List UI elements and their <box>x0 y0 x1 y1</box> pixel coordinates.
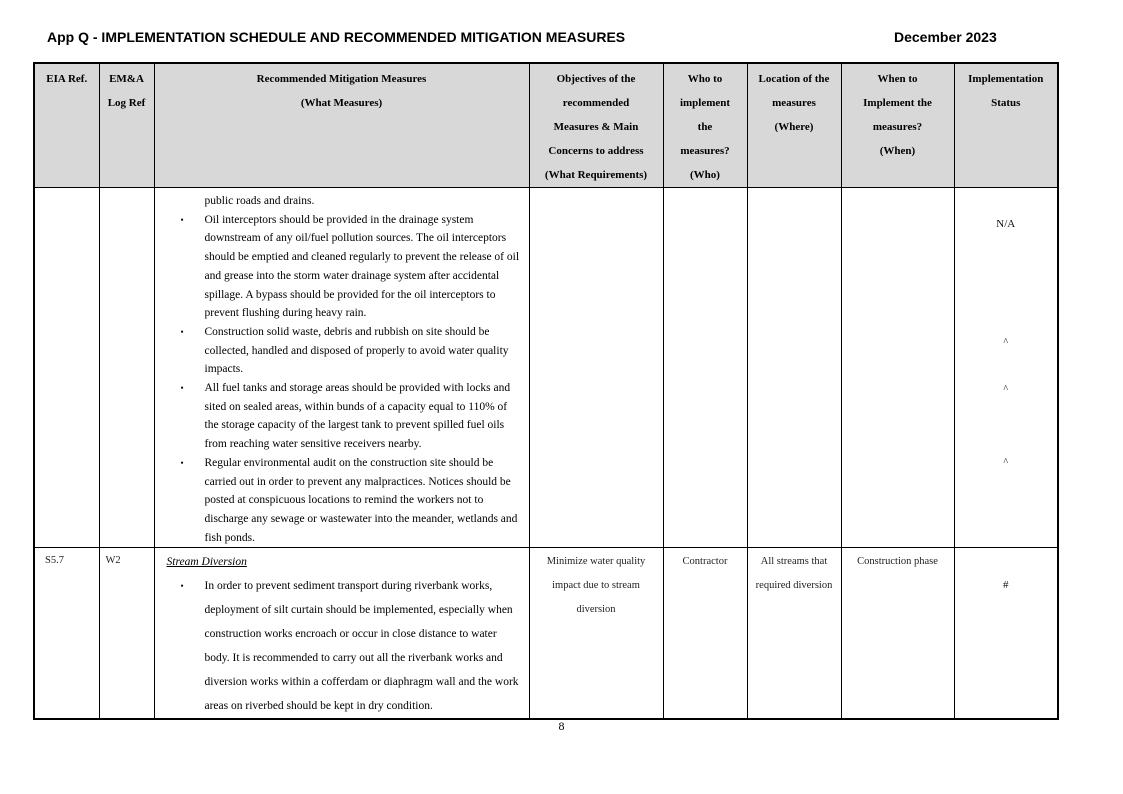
table-row <box>34 188 1058 548</box>
header-line: measures? <box>872 121 923 133</box>
cell-who <box>663 188 747 548</box>
document-title: App Q - IMPLEMENTATION SCHEDULE AND RECOMMENDED MITIGATION MEASURES <box>47 29 626 45</box>
header-line: implement <box>679 97 731 109</box>
measure-bullet: • Construction solid waste, debris and rubbish on site should be collected, handled and disposed of properly to avoid water quality impacts. <box>155 323 524 379</box>
header-line: Objectives of the <box>556 73 636 85</box>
header-line: Who to <box>687 73 723 85</box>
header-line: the <box>697 121 713 133</box>
col-header-eia-ref <box>34 63 99 188</box>
header-line: (Who) <box>690 169 720 181</box>
measure-heading: Stream Diversion <box>166 556 247 569</box>
col-header-location <box>747 63 841 188</box>
cell-location: All streams that required diversion <box>747 548 841 720</box>
header-line: Recommended Mitigation Measures <box>256 73 427 85</box>
status-mark: ^ <box>1003 384 1009 395</box>
header-line: Concerns to address <box>548 145 644 157</box>
cell-ema-log-ref: W2 <box>99 548 154 720</box>
header-line: When to <box>877 73 918 85</box>
cell-when <box>841 188 954 548</box>
implementation-schedule-table <box>33 62 1059 720</box>
cell-eia-ref: S5.7 <box>34 548 99 720</box>
status-mark: ^ <box>1003 457 1009 468</box>
measure-bullet: • In order to prevent sediment transport during riverbank works, deployment of silt curtain should be implemented, especially when construction works encroach or occur in close distance to water body. It is recommended to carry out all the riverbank works and diversion works within a cofferdam or diaphragm wall and the work areas on riverbed should be kept in dry condition. <box>155 574 524 718</box>
cell-who: Contractor <box>663 548 747 720</box>
status-mark: N/A <box>996 218 1016 230</box>
measure-bullet: • Regular environmental audit on the construction site should be carried out in order to prevent any malpractices. Notices should be posted at conspicuous locations to remind the workers not to discharge any sewage or wastewater into the meander, wetlands and fish ponds. <box>155 454 524 548</box>
cell-when: Construction phase <box>841 548 954 720</box>
cell-objectives <box>529 188 663 548</box>
document-date: December 2023 <box>894 29 997 45</box>
header-line: Status <box>991 97 1021 109</box>
header-line: Implementation <box>968 73 1044 85</box>
header-line: (When) <box>879 145 916 157</box>
cell-eia-ref <box>34 188 99 548</box>
cell-objectives: Minimize water quality impact due to stream diversion <box>529 548 663 720</box>
cell-ema-log-ref <box>99 188 154 548</box>
header-line: (What Requirements) <box>544 169 648 181</box>
header-line: (What Measures) <box>300 97 383 109</box>
header-line: (Where) <box>774 121 814 133</box>
table-row <box>34 548 1058 720</box>
cell-mitigation-measures <box>154 548 529 720</box>
header-line: Location of the <box>758 73 830 85</box>
col-header-when <box>841 63 954 188</box>
header-line: EIA Ref. <box>46 73 88 85</box>
header-line: Log Ref <box>107 97 146 109</box>
cell-implementation-status <box>954 548 1058 720</box>
cell-mitigation-measures <box>154 188 529 548</box>
header-line: measures? <box>680 145 730 157</box>
status-mark: # <box>1003 579 1009 592</box>
header-line: Implement the <box>863 97 932 109</box>
table-header-row <box>34 63 1058 188</box>
col-header-who <box>663 63 747 188</box>
page-number: 8 <box>558 719 565 733</box>
header-line: Measures & Main <box>553 121 639 133</box>
cell-implementation-status <box>954 188 1058 548</box>
col-header-recommended-measures <box>154 63 529 188</box>
status-mark: ^ <box>1003 337 1009 348</box>
col-header-objectives <box>529 63 663 188</box>
header-line: EM&A <box>109 73 144 85</box>
col-header-ema-log-ref <box>99 63 154 188</box>
measure-bullet: • All fuel tanks and storage areas should be provided with locks and sited on sealed areas, within bunds of a capacity equal to 110% of the storage capacity of the largest tank to prevent spilled fuel oils from reaching water sensitive receivers nearby. <box>155 379 524 454</box>
col-header-implementation-status <box>954 63 1058 188</box>
header-line: recommended <box>562 97 630 109</box>
measure-bullet: • Oil interceptors should be provided in the drainage system downstream of any oil/fuel pollution sources. The oil interceptors should be emptied and cleaned regularly to prevent the release of oil and grease into the storm water drainage system after accidental spillage. A bypass should be provided for the oil interceptors to prevent flushing during heavy rain. <box>155 211 524 323</box>
header-line: measures <box>772 97 816 109</box>
measure-continuation-text: public roads and drains. <box>204 195 315 207</box>
cell-location <box>747 188 841 548</box>
